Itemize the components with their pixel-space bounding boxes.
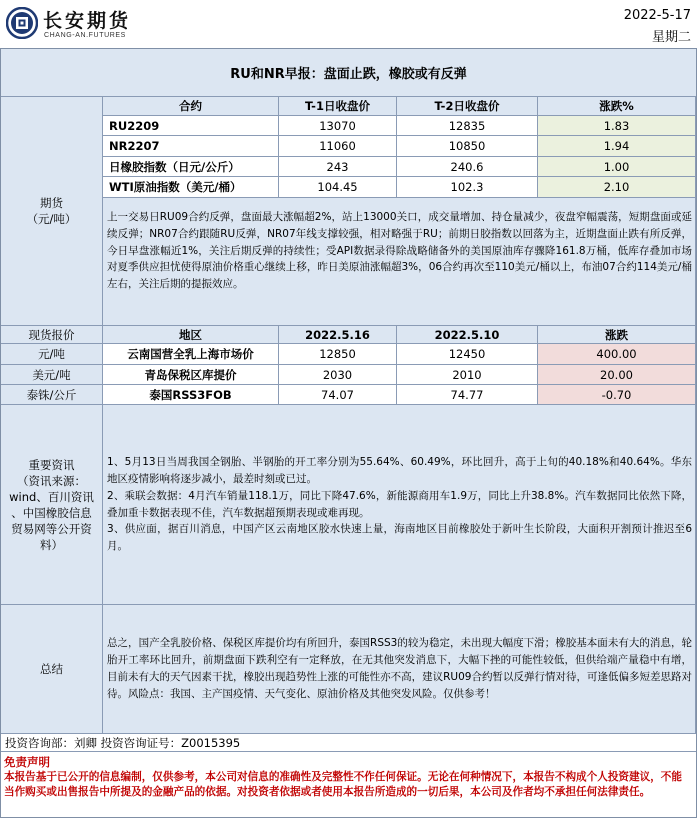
futures-row-t2: 102.3 xyxy=(397,177,538,198)
futures-row-t1: 11060 xyxy=(279,136,397,157)
futures-row-change: 2.10 xyxy=(538,177,696,198)
futures-label: 期货 xyxy=(40,196,63,210)
futures-commentary-cell xyxy=(103,198,696,326)
report-date: 2022-5-17 xyxy=(623,8,691,23)
news-label-line: 重要资讯 xyxy=(28,457,75,472)
spot-section-label: 现货报价 xyxy=(1,326,103,344)
spot-row-v2: 74.77 xyxy=(397,385,538,405)
news-label-line: 贸易网等公开资 xyxy=(11,521,92,536)
spot-row-name: 泰国RSS3FOB xyxy=(103,385,279,405)
spot-unit: 泰铢/公斤 xyxy=(1,385,103,405)
futures-row-name: WTI原油指数（美元/桶） xyxy=(103,177,279,198)
spot-unit: 美元/吨 xyxy=(1,365,103,385)
company-logo-icon xyxy=(6,7,38,39)
news-item: 3、供应面，据百川消息，中国产区云南地区胶水快速上量，海南地区目前橡胶处于新叶生长阶段，大面积开割预计推迟至6月。 xyxy=(107,523,692,553)
spot-row-name: 云南国营全乳上海市场价 xyxy=(103,344,279,365)
spot-row-v1: 2030 xyxy=(279,365,397,385)
futures-row-name: NR2207 xyxy=(103,136,279,157)
spot-row-v2: 2010 xyxy=(397,365,538,385)
spot-row-change: 20.00 xyxy=(538,365,696,385)
futures-row-t2: 240.6 xyxy=(397,157,538,177)
spot-row-change: -0.70 xyxy=(538,385,696,405)
spot-row-v1: 74.07 xyxy=(279,385,397,405)
futures-row-t1: 104.45 xyxy=(279,177,397,198)
futures-row-name: 日橡胶指数（日元/公斤） xyxy=(103,157,279,177)
spot-row-name: 青岛保税区库提价 xyxy=(103,365,279,385)
col-spot-change: 涨跌 xyxy=(538,326,696,344)
report-title: RU和NR早报：盘面止跌，橡胶或有反弹 xyxy=(1,49,696,97)
spot-row-v2: 12450 xyxy=(397,344,538,365)
col-t1-close: T-1日收盘价 xyxy=(279,97,397,116)
news-list xyxy=(103,454,695,555)
futures-row-name: RU2209 xyxy=(103,116,279,136)
col-date-1: 2022.5.16 xyxy=(279,326,397,344)
brand-name-en: CHANG-AN.FUTURES xyxy=(44,32,126,39)
news-content-cell xyxy=(103,405,696,605)
news-section-label xyxy=(1,405,103,605)
futures-row-t1: 243 xyxy=(279,157,397,177)
spot-row-change: 400.00 xyxy=(538,344,696,365)
brand-name: 长安期货 xyxy=(43,10,132,32)
news-label-line: 、中国橡胶信息 xyxy=(11,505,92,520)
futures-section-label xyxy=(1,97,103,326)
col-region: 地区 xyxy=(103,326,279,344)
advisor-info: 投资咨询部：刘卿 投资咨询证号：Z0015395 xyxy=(1,734,696,752)
col-change-pct: 涨跌% xyxy=(538,97,696,116)
col-contract: 合约 xyxy=(103,97,279,116)
futures-row-t2: 12835 xyxy=(397,116,538,136)
disclaimer-title: 免责声明 xyxy=(4,755,50,769)
summary-text: 总之，国产全乳胶价格、保税区库提价均有所回升，泰国RSS3的较为稳定，未出现大幅度下滑；橡胶基本面未有大的消息，轮胎开工率环比回升，前期盘面下跌利空有一定释放，在无其他突发消息下，大幅下挫的可能性较低，但供给端产量稳中有增，目前未有大的天气因素干扰，橡胶出现趋势性上涨的可能性亦不高，建议RU09合约暂以反弹行情对待，可逢低偏多短差思路对待。风险点：我国、主产国疫情、天气变化、原油价格及其他突发风险。仅供参考！ xyxy=(107,637,692,700)
futures-row-change: 1.94 xyxy=(538,136,696,157)
news-label-line: （资讯来源： xyxy=(17,473,86,488)
news-label-line: wind、百川资讯 xyxy=(9,489,94,504)
disclaimer-text: 本报告基于已公开的信息编制，仅供参考，本公司对信息的准确性及完整性不作任何保证。无论在何种情况下，本报告不构成个人投资建议，不能当作购买或出售报告中所提及的金融产品的依据。对投资者依据或者使用本报告所造成的一切后果，本公司及作者均不承担任何法律责任。 xyxy=(4,771,682,799)
news-label-line: 料） xyxy=(40,537,63,552)
news-item: 1、5月13日当周我国全钢胎、半钢胎的开工率分别为55.64%、60.49%，环比回升，高于上旬的40.18%和40.64%。华东地区疫情影响将逐步减小，最差时刻或已过。 xyxy=(107,456,692,485)
futures-row-t1: 13070 xyxy=(279,116,397,136)
futures-row-t2: 10850 xyxy=(397,136,538,157)
futures-unit-label: （元/吨） xyxy=(26,212,77,226)
summary-content-cell xyxy=(103,605,696,734)
col-date-2: 2022.5.10 xyxy=(397,326,538,344)
report-weekday: 星期二 xyxy=(651,30,691,45)
report-header xyxy=(0,0,697,48)
spot-row-v1: 12850 xyxy=(279,344,397,365)
futures-row-change: 1.00 xyxy=(538,157,696,177)
summary-section-label: 总结 xyxy=(1,605,103,734)
spot-unit: 元/吨 xyxy=(1,344,103,365)
news-item: 2、乘联会数据：4月汽车销量118.1万，同比下降47.6%，新能源商用车1.9万，同比上升38.8%。汽车数据同比依然下降，叠加重卡数据表现不佳，汽车数据超预期表现或难再现。 xyxy=(107,489,692,519)
futures-commentary: 上一交易日RU09合约反弹，盘面最大涨幅超2%，站上13000关口，成交量增加、持仓量减少，夜盘窄幅震荡，短期盘面或延续反弹；NR07合约跟随RU反弹，NR07年线支撑较强，相对略强于RU；前期日胶指数以回落为主，近期盘面止跌有所反弹，今日早盘涨幅近1%，关注后期反弹的持续性；受API数据录得除战略储备外的美国原油库存骤降161.8万桶，低库存叠加市场对夏季供应担忧使得原油价格重心继续上移，昨日美原油涨幅超3%，06合约再次至110美元/桶以上，布油07合约114美元/桶左右，关注后期的提振效应。 xyxy=(107,211,692,291)
col-t2-close: T-2日收盘价 xyxy=(397,97,538,116)
futures-row-change: 1.83 xyxy=(538,116,696,136)
